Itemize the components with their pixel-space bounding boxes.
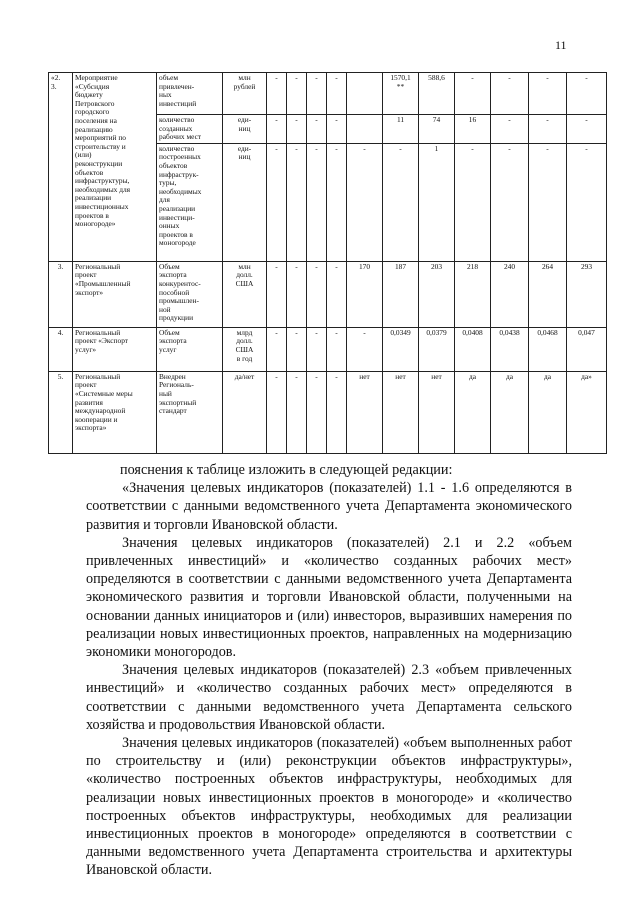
- value-cell: -: [267, 327, 287, 371]
- value-cell: 240: [491, 261, 529, 327]
- unit-cell: млн долл. США: [223, 261, 267, 327]
- indicator-name: количество созданных рабочих мест: [157, 115, 223, 144]
- value-cell: -: [491, 73, 529, 115]
- table-row: [49, 73, 607, 115]
- event-name: Мероприятие «Субсидия бюджету Петровского городского поселения на реализацию мероприятий по строительству и (или) реконструкции объектов инфраструктуры, необходимых для реализации инвестиционных проектов в моногороде»: [73, 73, 157, 262]
- value-cell: -: [327, 371, 347, 453]
- value-cell: -: [455, 73, 491, 115]
- value-cell: нет: [383, 371, 419, 453]
- unit-cell: млн рублей: [223, 73, 267, 115]
- unit-cell: млрд долл. США в год: [223, 327, 267, 371]
- value-cell: -: [455, 143, 491, 261]
- value-cell: да»: [567, 371, 607, 453]
- event-name: Региональный проект «Системные меры развития международной кооперации и экспорта»: [73, 371, 157, 453]
- value-cell: 170: [347, 261, 383, 327]
- value-cell: [347, 73, 383, 115]
- value-cell: -: [529, 73, 567, 115]
- table-row: [49, 371, 607, 453]
- value-cell: -: [307, 143, 327, 261]
- value-cell: -: [327, 115, 347, 144]
- value-cell: -: [267, 115, 287, 144]
- value-cell: да: [455, 371, 491, 453]
- value-cell: -: [491, 143, 529, 261]
- value-cell: -: [287, 73, 307, 115]
- indicator-name: объем привлечен- ных инвестиций: [157, 73, 223, 115]
- value-cell: -: [567, 115, 607, 144]
- value-cell: -: [529, 143, 567, 261]
- value-cell: -: [307, 327, 327, 371]
- value-cell: -: [327, 143, 347, 261]
- value-cell: 218: [455, 261, 491, 327]
- paragraph-1: «Значения целевых индикаторов (показателей) 1.1 - 1.6 определяются в соответствии с данными ведомственного учета Департамента экономического развития и торговли Ивановской области.: [86, 480, 572, 533]
- value-cell: -: [267, 143, 287, 261]
- value-cell: 0,0468: [529, 327, 567, 371]
- indicators-table: [48, 72, 607, 454]
- value-cell: да: [529, 371, 567, 453]
- value-cell: -: [307, 371, 327, 453]
- row-number: 5.: [49, 371, 73, 453]
- row-number: «2. 3.: [49, 73, 73, 262]
- paragraph-4: Значения целевых индикаторов (показателей) «объем выполненных работ по строительству и (или) реконструкции объектов инфраструктуры», «количество построенных объектов инфраструктуры, необходимых для реализации новых инвестиционных проектов в моногороде» и «количество построенных объектов инфраструктуры, необходимых для реализации инвестиционных проектов в моногороде» определяются в соответствии с данными ведомственного учета Департамента строительства и архитектуры Ивановской области.: [86, 735, 572, 879]
- value-cell: 1: [419, 143, 455, 261]
- value-cell: -: [567, 73, 607, 115]
- value-cell: да: [491, 371, 529, 453]
- value-cell: -: [287, 115, 307, 144]
- value-cell: 11: [383, 115, 419, 144]
- table-row: [49, 327, 607, 371]
- indicator-name: Объем экспорта конкурентос- пособной промышлен- ной продукции: [157, 261, 223, 327]
- value-cell: -: [383, 143, 419, 261]
- unit-cell: еди- ниц: [223, 143, 267, 261]
- value-cell: -: [327, 261, 347, 327]
- value-cell: 588,6: [419, 73, 455, 115]
- value-cell: 203: [419, 261, 455, 327]
- value-cell: -: [347, 143, 383, 261]
- value-cell: 0,0438: [491, 327, 529, 371]
- value-cell: 1570,1 **: [383, 73, 419, 115]
- value-cell: 0,0349: [383, 327, 419, 371]
- value-cell: нет: [347, 371, 383, 453]
- value-cell: 0,047: [567, 327, 607, 371]
- value-cell: -: [267, 261, 287, 327]
- value-cell: 0,0379: [419, 327, 455, 371]
- value-cell: 0,0408: [455, 327, 491, 371]
- value-cell: -: [327, 327, 347, 371]
- value-cell: -: [267, 73, 287, 115]
- value-cell: -: [287, 261, 307, 327]
- event-name: Региональный проект «Промышленный экспорт»: [73, 261, 157, 327]
- value-cell: [347, 115, 383, 144]
- value-cell: 187: [383, 261, 419, 327]
- value-cell: -: [347, 327, 383, 371]
- value-cell: -: [529, 115, 567, 144]
- event-name: Региональный проект «Экспорт услуг»: [73, 327, 157, 371]
- row-number: 4.: [49, 327, 73, 371]
- unit-cell: да/нет: [223, 371, 267, 453]
- indicator-name: Объем экспорта услуг: [157, 327, 223, 371]
- value-cell: 74: [419, 115, 455, 144]
- value-cell: -: [307, 261, 327, 327]
- indicator-name: Внедрен Региональ- ный экспортный стандарт: [157, 371, 223, 453]
- row-number: 3.: [49, 261, 73, 327]
- value-cell: -: [267, 371, 287, 453]
- value-cell: 264: [529, 261, 567, 327]
- value-cell: -: [567, 143, 607, 261]
- value-cell: -: [491, 115, 529, 144]
- value-cell: нет: [419, 371, 455, 453]
- table-body: [49, 73, 607, 454]
- intro-paragraph: пояснения к таблице изложить в следующей редакции:: [120, 462, 453, 478]
- paragraph-2: Значения целевых индикаторов (показателей) 2.1 и 2.2 «объем привлеченных инвестиций» и «количество созданных рабочих мест» определяются в соответствии с данными ведомственного учета Департамента экономического развития и торговли Ивановской области, полученными на основании данных инициаторов и (или) инвесторов, выразивших намерения по реализации новых инвестиционных проектов, направленных на модернизацию экономики моногородов.: [86, 534, 572, 661]
- unit-cell: еди- ниц: [223, 115, 267, 144]
- value-cell: -: [307, 73, 327, 115]
- value-cell: -: [307, 115, 327, 144]
- value-cell: -: [287, 371, 307, 453]
- value-cell: -: [287, 143, 307, 261]
- value-cell: -: [327, 73, 347, 115]
- paragraph-3: Значения целевых индикаторов (показателей) 2.3 «объем привлеченных инвестиций» и «количество созданных рабочих мест» определяются в соответствии с данными ведомственного учета Департамента сельского хозяйства и продовольствия Ивановской области.: [86, 662, 572, 733]
- body-text: [86, 461, 572, 880]
- indicator-name: количество построенных объектов инфраструк- туры, необходимых для реализации инвестици- онных проектов в моногороде: [157, 143, 223, 261]
- value-cell: 16: [455, 115, 491, 144]
- value-cell: 293: [567, 261, 607, 327]
- table-row: [49, 261, 607, 327]
- value-cell: -: [287, 327, 307, 371]
- page-number: 11: [555, 38, 567, 52]
